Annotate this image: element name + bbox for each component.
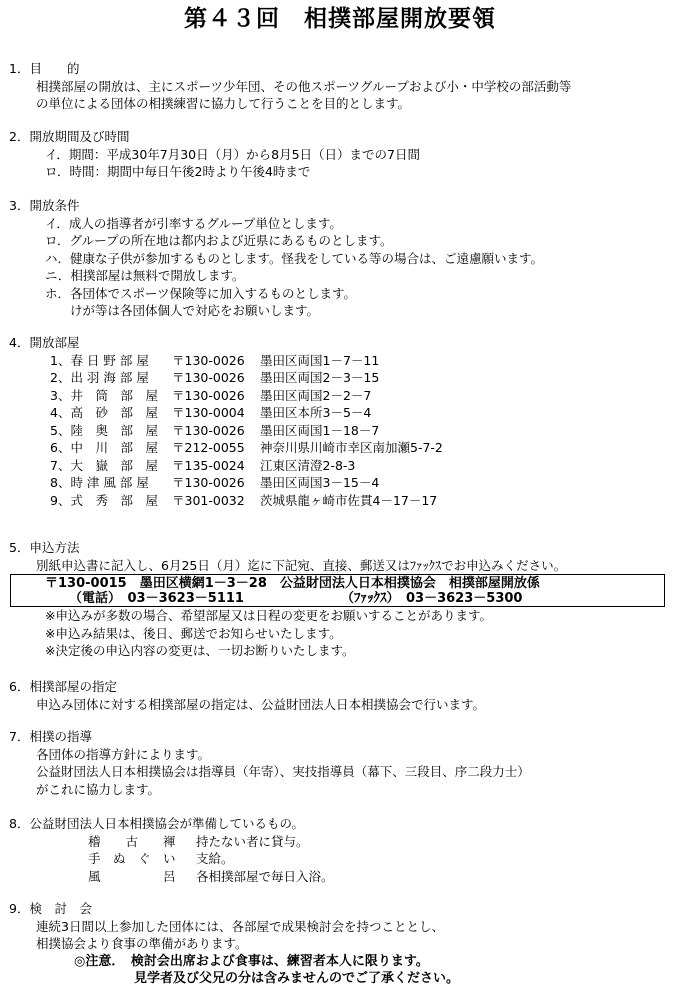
room-address: 江東区清澄2-8-3 (260, 457, 356, 473)
room-row (0, 404, 680, 422)
room-address: 茨城県龍ヶ崎市佐貫4－17－17 (260, 492, 438, 508)
attention-note: 見学者及び父兄の分は含みませんのでご了承ください。 (134, 971, 460, 986)
condition-item: ホ．各団体でスポーツ保険等に加入するものとします。 (45, 285, 357, 301)
section-period (0, 128, 680, 181)
section-conditions (0, 197, 680, 320)
section-heading: 4．開放部屋 (9, 335, 80, 350)
item-name: 手 ぬ ぐ い (88, 851, 176, 866)
attention-note: ◎注意． 検討会出席および食事は、練習者本人に限ります。 (74, 953, 429, 969)
section-text: イ．期間：平成30年7月30日（月）から8月5日（日）までの7日間 (45, 146, 420, 162)
room-zip: 〒130-0026 (172, 422, 245, 438)
section-heading: 6．相撲部屋の指定 (9, 679, 117, 694)
room-address: 神奈川県川崎市幸区南加瀬5-7-2 (260, 440, 443, 455)
room-row (0, 492, 680, 510)
item-description: 持たない者に貸与。 (196, 833, 309, 849)
page-title: 第４３回 相撲部屋開放要領 (184, 6, 496, 32)
section-text: がこれに協力します。 (36, 781, 161, 797)
section-heading: 1．目 的 (9, 61, 80, 76)
application-note: ※申込みが多数の場合、希望部屋又は日程の変更をお願いすることがあります。 (45, 608, 492, 623)
room-row (0, 387, 680, 405)
application-address: 〒130-0015 墨田区横網1－3－28 公益財団法人日本相撲協会 相撲部屋開放係 (45, 576, 540, 591)
section-rooms (0, 334, 680, 509)
application-notes (0, 607, 680, 660)
room-zip: 〒130-0026 (172, 370, 245, 385)
item-description: 各相撲部屋で毎日入浴。 (196, 868, 334, 884)
section-text: 各団体の指導方針によります。 (36, 746, 211, 762)
condition-item: ハ．健康な子供が参加するものとします。怪我をしている等の場合は、ご遠慮願います。 (45, 250, 544, 266)
room-address: 墨田区本所3－5－4 (260, 405, 372, 420)
item-name: 稽 古 褌 (88, 833, 176, 849)
room-row (0, 439, 680, 457)
provided-item (0, 833, 680, 851)
section-instruction (0, 728, 680, 798)
application-fax: （ﾌｧｯｸｽ） 03－3623－5300 (341, 591, 523, 606)
room-zip: 〒130-0026 (172, 475, 245, 490)
room-row (0, 422, 680, 440)
application-note: ※決定後の申込内容の変更は、一切お断りいたします。 (45, 643, 355, 658)
room-row (0, 474, 680, 492)
room-name: 9、式 秀 部 屋 (50, 492, 158, 508)
room-name: 8、時 津 風 部 屋 (50, 475, 149, 490)
room-name: 5、陸 奥 部 屋 (50, 422, 158, 438)
room-zip: 〒130-0026 (172, 387, 245, 403)
room-name: 3、井 筒 部 屋 (50, 387, 158, 403)
condition-item: ロ．グループの所在地は都内および近県にあるものとします。 (45, 233, 393, 248)
condition-item: ニ．相撲部屋は無料で開放します。 (45, 268, 245, 283)
section-heading: 7．相撲の指導 (9, 729, 92, 744)
application-phone: （電話） 03－3623－5111 (69, 591, 244, 606)
section-text: ロ．時間：期間中毎日午後2時より午後4時まで (45, 164, 311, 179)
section-room-assignment (0, 678, 680, 713)
section-text: 相撲協会より食事の準備があります。 (36, 936, 248, 951)
section-heading: 3．開放条件 (9, 198, 80, 213)
room-name: 6、中 川 部 屋 (50, 440, 158, 455)
room-zip: 〒135-0024 (172, 457, 245, 473)
room-name: 2、出 羽 海 部 屋 (50, 370, 149, 385)
room-address: 墨田区両国2－2－7 (260, 387, 372, 403)
section-heading: 2．開放期間及び時間 (9, 129, 130, 144)
section-review-meeting (0, 900, 680, 988)
section-heading: 8．公益財団法人日本相撲協会が準備しているもの。 (9, 816, 304, 831)
condition-item: イ．成人の指導者が引率するグループ単位とします。 (45, 215, 342, 231)
room-zip: 〒212-0055 (172, 440, 245, 455)
room-name: 7、大 嶽 部 屋 (50, 457, 158, 473)
room-zip: 〒130-0026 (172, 352, 245, 368)
item-name: 風 呂 (88, 868, 176, 884)
room-zip: 〒301-0032 (172, 492, 245, 508)
section-heading: 5．申込方法 (9, 540, 80, 555)
section-text: 公益財団法人日本相撲協会は指導員（年寄）、実技指導員（幕下、三段目、序二段力士） (36, 764, 530, 779)
application-address-box (10, 574, 665, 607)
item-description: 支給。 (196, 851, 234, 866)
room-row (0, 457, 680, 475)
section-heading: 9．検 討 会 (9, 901, 92, 916)
provided-item (0, 850, 680, 868)
condition-item: けが等は各団体個人で対応をお願いします。 (45, 303, 320, 318)
room-name: 4、高 砂 部 屋 (50, 405, 158, 420)
room-row (0, 352, 680, 370)
section-application (0, 539, 680, 574)
section-provided-items (0, 815, 680, 885)
room-zip: 〒130-0004 (172, 405, 245, 420)
section-text: の単位による団体の相撲練習に協力して行うことを目的とします。 (36, 96, 411, 111)
room-address: 墨田区両国1－18－7 (260, 422, 380, 438)
section-text: 相撲部屋の開放は、主にスポーツ少年団、その他スポーツグループおよび小・中学校の部活動等 (36, 78, 572, 94)
room-address: 墨田区両国1－7－11 (260, 352, 380, 368)
section-purpose (0, 60, 680, 113)
application-intro: 別紙申込書に記入し、6月25日（月）迄に下記宛、直接、郵送又はﾌｧｯｸｽでお申込みください。 (36, 557, 567, 573)
section-text: 連続3日間以上参加した団体には、各部屋で成果検討会を持つこととし、 (36, 918, 444, 934)
room-name: 1、春 日 野 部 屋 (50, 352, 149, 368)
room-address: 墨田区両国3－15－4 (260, 475, 380, 490)
section-text: 申込み団体に対する相撲部屋の指定は、公益財団法人日本相撲協会で行います。 (36, 696, 486, 712)
provided-item (0, 868, 680, 886)
application-note: ※申込み結果は、後日、郵送でお知らせいたします。 (45, 625, 342, 641)
room-row (0, 369, 680, 387)
room-address: 墨田区両国2－3－15 (260, 370, 380, 385)
